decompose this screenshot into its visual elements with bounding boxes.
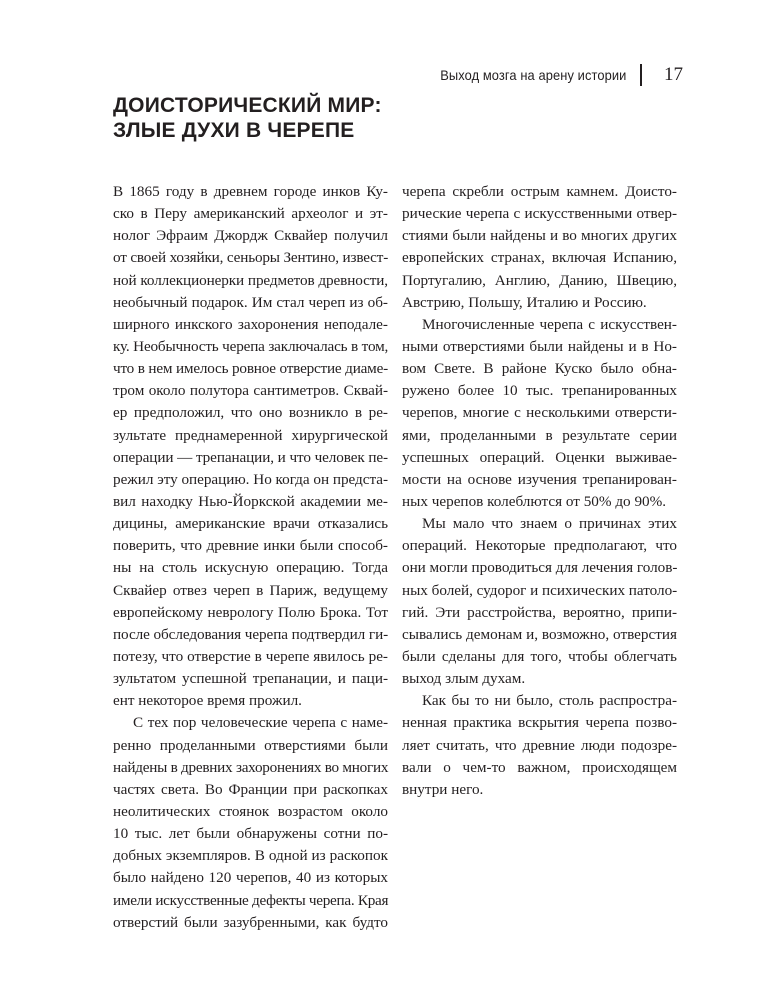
text-line: зультате преднамеренной хирургической [113,426,388,444]
text-line: ент некоторое время прожил. [113,692,302,710]
text-line: Многочисленные черепа с искусствен- [422,315,677,333]
text-line: внутри него. [402,780,484,798]
running-header [424,64,683,86]
text-line: выход злым духам. [402,670,526,688]
running-title: Выход мозга на арену истории [439,67,626,83]
text-line: Португалию, Англию, Данию, Швецию, [402,271,677,289]
text-line: вали о чем-то важном, происходящем [402,758,677,776]
text-line: гий. Эти расстройства, вероятно, припи- [402,603,677,621]
text-line: дицины, американские врачи отказались [113,515,388,533]
chapter-title-line-2: ЗЛЫЕ ДУХИ В ЧЕРЕПЕ [113,119,355,142]
text-line: имели искусственные дефекты черепа. Края [113,891,389,909]
text-line: ляет считать, что древние люди подозре- [402,736,677,754]
text-line: ненная практика вскрытия черепа позво- [402,714,677,732]
text-line: европейскому неврологу Полю Брока. Тот [113,603,388,621]
page-number: 17 [664,64,683,85]
text-line: Как бы то ни было, столь распростра- [422,692,677,710]
text-line: от своей хозяйки, сеньоры Зентино, извест- [113,249,389,267]
text-line: были сделаны для того, чтобы облегчать [402,647,677,665]
text-line: успешных операций. Оценки выживае- [402,448,677,466]
text-line: ширного инкского захоронения неподале- [113,315,388,333]
text-line: найдены в древних захоронениях во многих [113,758,389,776]
text-line: они могли проводиться для лечения голов- [402,559,678,577]
text-line: тром около полутора сантиметров. Сквай- [113,382,388,400]
text-line: ями, проделанными в результате серии [402,426,677,444]
text-line: ными отверстиями были найдены и в Но- [402,337,677,355]
text-line: после обследования черепа подтвердил ги- [113,625,389,643]
text-line: ных болей, судорог и психических патоло- [402,581,678,599]
text-line: Австрию, Польшу, Италию и Россию. [402,293,647,311]
text-line: ружено более 10 тыс. трепанированных [402,382,677,400]
text-line: добных экземпляров. В одной из раскопок [113,847,388,865]
text-line: неолитических стоянок возрастом около [113,802,388,820]
text-line: ер предположил, что оно возникло в ре- [113,404,388,422]
text-line: мости на основе изучения трепанирован- [402,470,677,488]
text-line: ренно проделанными отверстиями были [113,736,388,754]
text-line: ной коллекционерки предметов древности, [113,271,388,289]
text-line: стиями были найдены и во многих других [402,227,677,245]
text-line: режил эту операцию. Но когда он предста- [113,470,388,488]
text-line: поверить, что древние инки были способ- [113,537,388,555]
text-line: необычный подарок. Им стал череп из об- [113,293,388,311]
text-line: черепов, многие с несколькими отверсти- [402,404,677,422]
text-line: вом Свете. В районе Куско было обна- [402,360,677,378]
chapter-title-line-1: ДОИСТОРИЧЕСКИЙ МИР: [113,94,382,117]
text-line: ны на столь искусную операцию. Тогда [113,559,388,577]
text-line: ско в Перу американский археолог и эт- [113,205,388,223]
chapter-title [113,93,673,143]
text-line: отверстий были зазубренными, как будто [113,913,388,931]
text-line: С тех пор человеческие черепа с наме- [133,714,388,732]
text-line: зультатом успешной трепанации, и паци- [113,670,388,688]
text-line: В 1865 году в древнем городе инков Ку- [113,183,388,200]
text-line: сывались демонам и, возможно, отверстия [402,625,677,643]
text-line: 10 тыс. лет были обнаружены сотни по- [113,825,388,843]
text-line: частях света. Во Франции при раскопках [113,780,388,798]
text-line: нолог Эфраим Джордж Сквайер получил [113,227,388,245]
text-line: рические черепа с искусственными отвер- [402,205,677,223]
text-line: ных черепов колеблются от 50% до 90%. [402,492,667,510]
text-line: что в нем имелось ровное отверстие диаме- [113,360,388,378]
text-line: операций. Некоторые предполагают, что [402,537,677,555]
body-column-right [402,181,677,801]
text-line: вил находку Нью-Йоркской академии ме- [113,492,388,510]
text-line: Сквайер отвез череп в Париж, ведущему [113,581,388,599]
body-column-left [113,181,388,934]
text-line: Мы мало что знаем о причинах этих [422,515,677,533]
text-line: потезу, что отверстие в черепе явилось ре- [113,647,388,665]
text-line: операции — трепанации, и что человек пе- [113,448,388,466]
text-line: европейских странах, включая Испанию, [402,249,677,267]
text-line: ку. Необычность черепа заключалась в том, [113,337,389,355]
header-divider [640,64,642,86]
text-line: черепа скребли острым камнем. Доисто- [402,183,677,200]
text-line: было найдено 120 черепов, 40 из которых [113,869,388,887]
